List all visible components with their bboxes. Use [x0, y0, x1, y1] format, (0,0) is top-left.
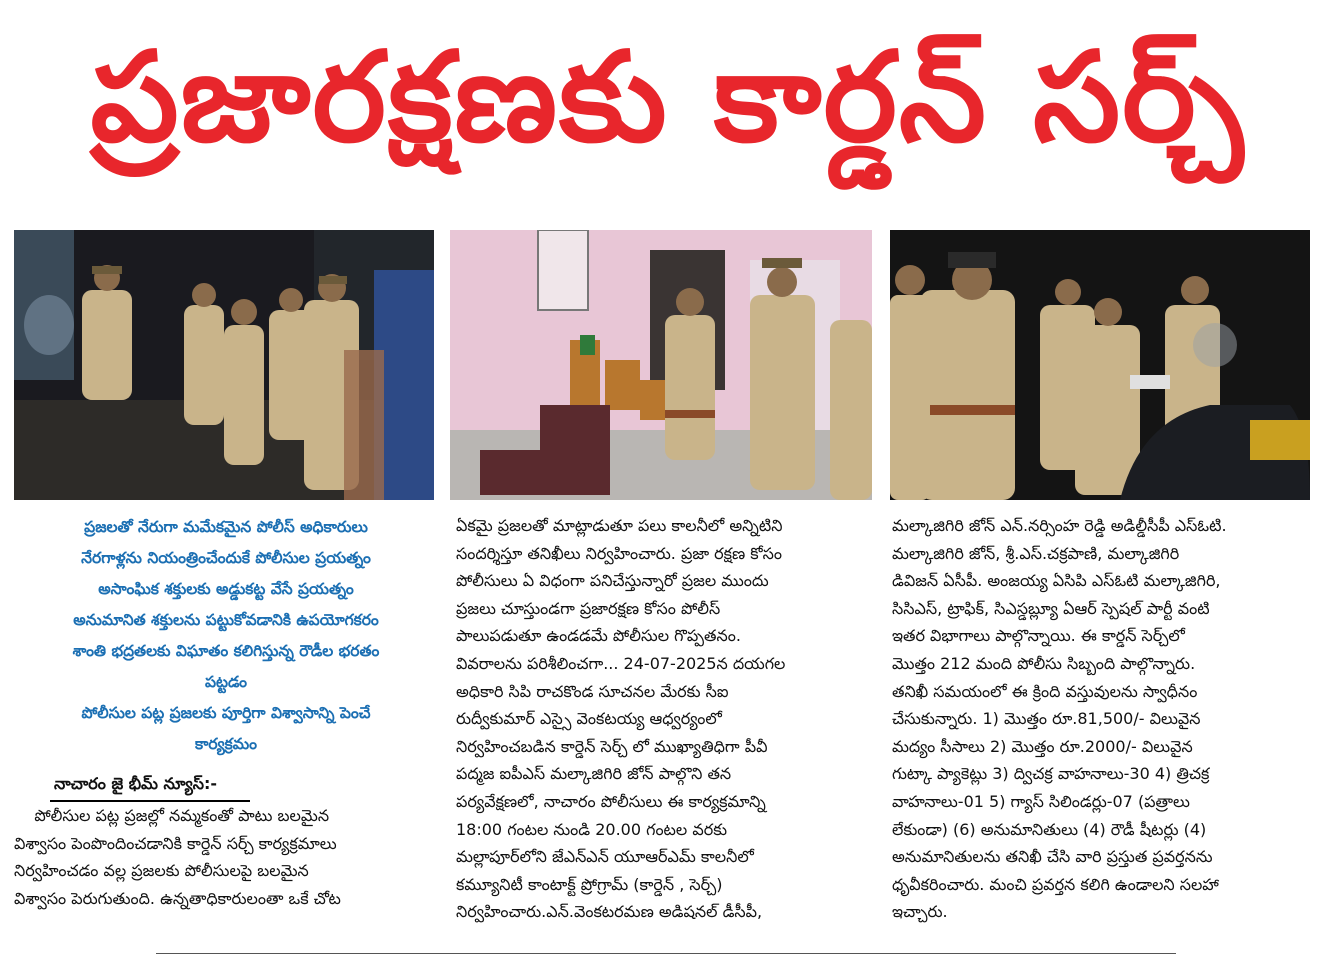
- body-line: వివరాలను పరిశీలించగా... 24-07-2025న దయగల: [456, 653, 786, 673]
- body-line: చేసుకున్నారు. 1) మొత్తం రూ.81,500/- విలువైన: [892, 709, 1201, 729]
- col2-body: [456, 512, 868, 926]
- body-line: వాహనాలు-01 5) గ్యాస్ సిలిండర్లు-07 (పత్రాలు: [892, 791, 1190, 811]
- body-line: నిర్వహించబడిన కార్డెన్ సెర్చ్ లో ముఖ్యాతిధిగా పీవీ: [456, 736, 768, 756]
- body-line: మద్యం సీసాలు 2) మొత్తం రూ.2000/- విలువైన: [892, 736, 1193, 756]
- body-line: పోలీసుల పట్ల ప్రజల్లో నమ్మకంతో పాటు బలమైన: [14, 806, 330, 825]
- body-line: అధికారి సిపి రాచకొండ సూచనల మేరకు సీఐ: [456, 681, 729, 701]
- body-line: ఏకమై ప్రజలతో మాట్లాడుతూ పలు కాలనీలో అన్నిటిని: [456, 516, 783, 535]
- byline: నాచారం జై భీమ్ న్యూస్:-: [54, 774, 218, 793]
- highlight-line: పట్టడం: [204, 673, 248, 691]
- body-line: తనిఖీ సమయంలో ఈ క్రింది వస్తువులను స్వాధీనం: [892, 681, 1198, 701]
- col1-body: [14, 802, 438, 912]
- body-line: విశ్వాసం పెరుగుతుంది. ఉన్నతాధికారులంతా ఒకే చోట: [14, 888, 341, 908]
- body-line: పర్యవేక్షణలో, నాచారం పోలీసులు ఈ కార్యక్రమాన్ని: [456, 791, 766, 811]
- highlight-line: ప్రజలతో నేరుగా మమేకమైన పోలీస్ అధికారులు: [84, 518, 368, 536]
- body-line: రుద్వీకుమార్ ఎస్సై వెంకటయ్య ఆధ్వర్యంలో: [456, 709, 722, 729]
- body-line: 18:00 గంటల నుండి 20.00 గంటల వరకు: [456, 819, 728, 839]
- body-line: ఇతర విభాగాలు పాల్గొన్నాయి. ఈ కార్డన్ సెర్చ్‌లో: [892, 626, 1185, 646]
- body-line: పద్మజ ఐపీఎస్ మల్కాజిగిరి జోన్ పాల్గొని తన: [456, 764, 732, 784]
- body-line: కమ్యూనిటీ కాంటాక్ట్ ప్రోగ్రామ్ (కార్డెన్ , సెర్చ్): [456, 874, 723, 894]
- body-line: గుట్కా ప్యాకెట్లు 3) ద్విచక్ర వాహనాలు-30 4) త్రిచక్ర: [892, 764, 1210, 784]
- body-line: సందర్శిస్తూ తనిఖీలు నిర్వహించారు. ప్రజా రక్షణ కోసం: [456, 543, 782, 563]
- headline: ప్రజారక్షణకు కార్డన్ సర్చ్: [90, 26, 1246, 170]
- article-column-2: [456, 512, 868, 926]
- highlight-line: పోలీసుల పట్ల ప్రజలకు పూర్తిగా విశ్వాసాన్ని పెంచే: [81, 704, 371, 722]
- photo-seized-liquor: [450, 230, 872, 500]
- highlight-line: నేరగాళ్లను నియంత్రించేందుకే పోలీసుల ప్రయత్నం: [81, 549, 371, 567]
- article-column-1: [14, 512, 438, 912]
- body-line: మొత్తం 212 మంది పోలీసు సిబ్బంది పాల్గొన్నారు.: [892, 653, 1196, 673]
- body-line: సిసిఎస్, ట్రాఫిక్, సిఎస్డబ్ల్యూ ఏఆర్ స్పెషల్ పార్టీ వంటి: [892, 598, 1210, 618]
- body-line: ఇచ్చారు.: [892, 902, 948, 922]
- body-line: డివిజన్ ఏసీపీ. అంజయ్య ఏసిపి ఎస్ఓటి మల్కాజిగిరి,: [892, 571, 1221, 591]
- photo-police-walking: [14, 230, 434, 500]
- body-line: ధృవీకరించారు. మంచి ప్రవర్తన కలిగి ఉండాలని సలహా: [892, 874, 1219, 894]
- highlight-line: అసాంఘిక శక్తులకు అడ్డుకట్ట వేసే ప్రయత్నం: [98, 580, 354, 598]
- body-line: లేకుండా) (6) అనుమానితులు (4) రౌడీ షీటర్లు (4): [892, 819, 1207, 839]
- body-line: అనుమానితులను తనిఖీ చేసి వారి ప్రస్తుత ప్రవర్తనను: [892, 847, 1213, 867]
- body-line: పాలుపడుతూ ఉండడమే పోలీసుల గొప్పతనం.: [456, 626, 741, 646]
- highlights-block: [14, 512, 438, 760]
- body-line: నిర్వహించడం వల్ల ప్రజలకు పోలీసులపై బలమైన: [14, 861, 309, 881]
- highlight-line: కార్యక్రమం: [194, 735, 258, 753]
- body-line: మల్లాపూర్‌లోని జేఎన్ఎన్ యూఆర్ఎమ్ కాలనీలో: [456, 847, 754, 867]
- body-line: విశ్వాసం పెంపొందించడానికి కార్డెన్ సర్చ్ కార్యక్రమాలు: [14, 833, 337, 853]
- highlight-line: అనుమానిత శక్తులను పట్టుకోవడానికి ఉపయోగకరం: [73, 611, 379, 629]
- body-line: మల్కాజిగిరి జోన్ ఎన్.నర్సింహ రెడ్డి అడిల్డీసీపీ ఎస్ఓటి.: [892, 516, 1227, 535]
- col3-body: [892, 512, 1312, 926]
- photo-vehicle-check: [890, 230, 1310, 500]
- body-line: పోలీసులు ఏ విధంగా పనిచేస్తున్నారో ప్రజల ముందు: [456, 571, 769, 591]
- article-column-3: [892, 512, 1312, 926]
- bottom-rule: [156, 953, 1176, 954]
- body-line: మల్కాజిగిరి జోన్, శ్రీ.ఎస్.చక్రపాణి, మల్కాజిగిరి: [892, 543, 1180, 563]
- highlight-line: శాంతి భద్రతలకు విఘాతం కలిగిస్తున్న రౌడీల భరతం: [72, 642, 380, 660]
- body-line: నిర్వహించారు.ఎన్.వెంకటరమణ అడిషనల్ డీసీపీ,: [456, 902, 763, 922]
- body-line: ప్రజలు చూస్తుండగా ప్రజారక్షణ కోసం పోలీస్: [456, 598, 721, 618]
